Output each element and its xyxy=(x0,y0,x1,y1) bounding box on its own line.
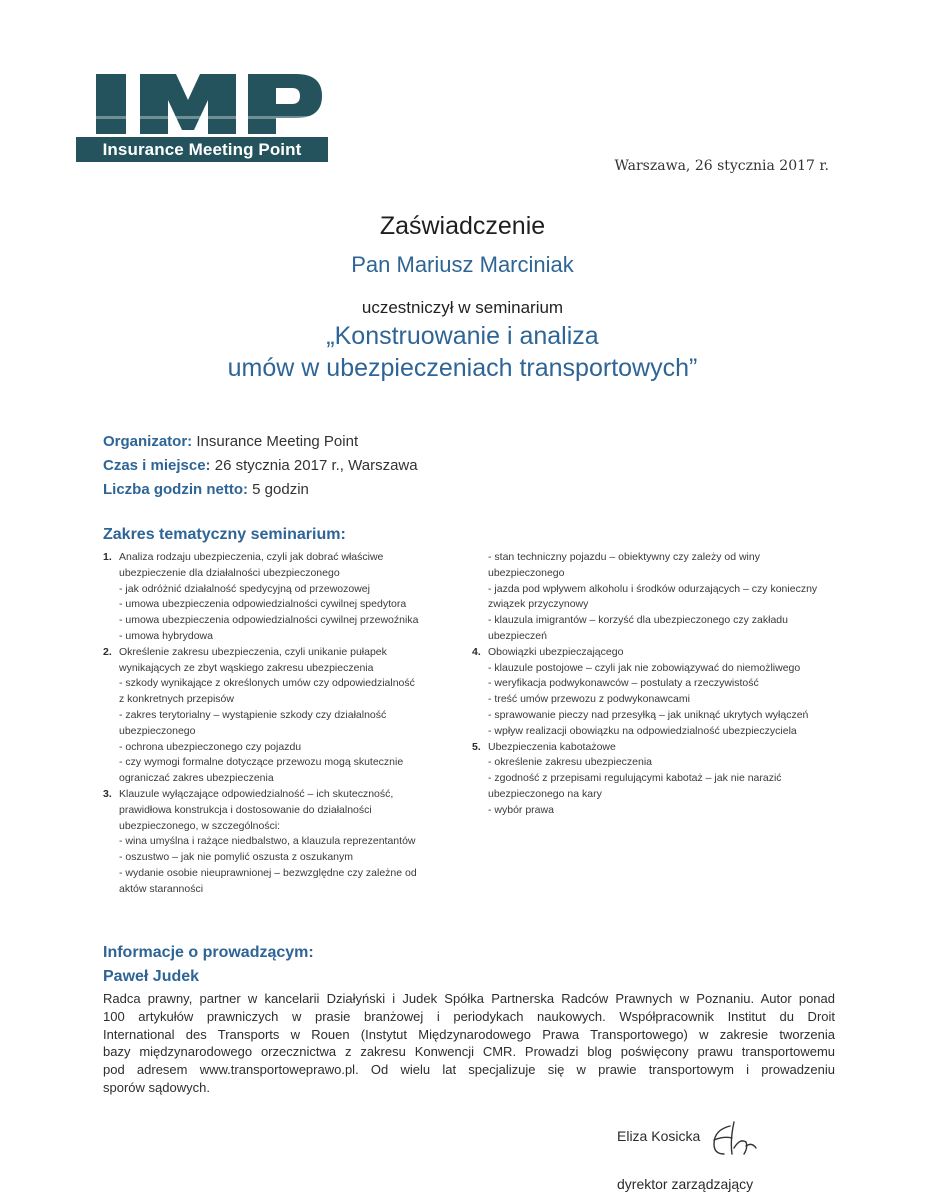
document-title: Zaświadczenie xyxy=(379,212,546,240)
topic-item xyxy=(103,550,458,645)
hours-value: 5 godzin xyxy=(247,481,309,498)
topic-line: - wybór prawa xyxy=(488,803,554,816)
signer-name: Eliza Kosicka xyxy=(617,1128,701,1144)
bio-line: pod adresem www.transportoweprawo.pl. Od wielu lat specjalizuje się w prawie transportowym i prowadzeniu xyxy=(103,1062,835,1078)
topic-line: ubezpieczonego, w szczególności: xyxy=(119,819,281,832)
organizer-value: Insurance Meeting Point xyxy=(192,433,359,450)
topic-line: - jak odróżnić działalność spedycyjną od przewozowej xyxy=(119,582,370,595)
topic-line: - klauzula imigrantów – korzyść dla ubezpieczonego czy zakładu xyxy=(488,614,788,627)
seminar-title-line: „Konstruowanie i analiza xyxy=(326,322,599,350)
instructor-name: Paweł Judek xyxy=(103,968,200,985)
logo-name-bar: Insurance Meeting Point xyxy=(76,137,328,162)
topic-number: 5. xyxy=(472,740,481,753)
topic-line: - wpływ realizacji obowiązku na odpowiedzialność ubezpieczyciela xyxy=(488,724,797,737)
topic-line: - oszustwo – jak nie pomylić oszusta z oszukanym xyxy=(119,851,354,864)
bio-line: bazy międzynarodowego orzecznictwa z zakresu Konwencji CMR. Prowadzi blog poświęcony prawu transportowemu xyxy=(103,1044,835,1060)
topic-line: - treść umów przewozu z podwykonawcami xyxy=(488,693,690,706)
topic-line: - sprawowanie pieczy nad przesyłką – jak uniknąć ukrytych wyłączeń xyxy=(488,708,809,721)
topic-line: Określenie zakresu ubezpieczenia, czyli unikanie pułapek xyxy=(119,645,387,658)
topic-line: ubezpieczonego xyxy=(488,566,565,579)
imp-logo-mark xyxy=(96,74,322,134)
topic-line: - umowa hybrydowa xyxy=(119,629,213,642)
info-time-place xyxy=(103,457,418,474)
topic-line: Analiza rodzaju ubezpieczenia, czyli jak dobrać właściwe xyxy=(119,551,384,563)
organizer-label: Organizator: xyxy=(103,433,193,450)
topic-line: aktów staranności xyxy=(119,882,204,895)
topic-number: 4. xyxy=(472,645,481,658)
topic-line: - umowa ubezpieczenia odpowiedzialności cywilnej spedytora xyxy=(119,598,407,611)
instructor-heading: Informacje o prowadzącym: xyxy=(103,944,314,961)
participation-text: uczestniczył w seminarium xyxy=(361,298,564,317)
topic-line: - umowa ubezpieczenia odpowiedzialności cywilnej przewoźnika xyxy=(119,614,419,627)
topic-line: - wina umyślna i rażące niedbalstwo, a klauzula reprezentantów xyxy=(119,835,416,848)
topic-line: - ochrona ubezpieczonego czy pojazdu xyxy=(119,740,302,753)
seminar-title-line: umów w ubezpieczeniach transportowych” xyxy=(227,354,698,382)
topic-item xyxy=(472,550,872,645)
topic-item xyxy=(103,787,458,898)
time-place-value: 26 stycznia 2017 r., Warszawa xyxy=(210,457,418,474)
topics-column-left xyxy=(103,550,458,898)
topic-line: - określenie zakresu ubezpieczenia xyxy=(488,756,653,769)
topic-line: - szkody wynikające z określonych umów czy odpowiedzialność xyxy=(119,677,415,690)
topic-line: z konkretnych przepisów xyxy=(119,693,234,706)
topic-line: ubezpieczonego xyxy=(119,724,196,737)
topic-number: 2. xyxy=(103,645,112,658)
time-place-label: Czas i miejsce: xyxy=(103,457,211,474)
topic-number: 1. xyxy=(103,551,112,563)
topic-item xyxy=(472,645,872,740)
topic-line: - jazda pod wpływem alkoholu i środków odurzających – czy konieczny xyxy=(488,582,818,595)
topics-heading: Zakres tematyczny seminarium: xyxy=(103,526,346,543)
topic-item xyxy=(472,740,872,819)
topic-line: Klauzule wyłączające odpowiedzialność – ich skuteczność, xyxy=(119,787,394,800)
hours-label: Liczba godzin netto: xyxy=(103,481,248,498)
topic-line: wynikających ze zbyt wąskiego zakresu ubezpieczenia xyxy=(119,661,374,674)
topic-line: związek przyczynowy xyxy=(488,598,589,611)
signer-role: dyrektor zarządzający xyxy=(617,1176,754,1192)
place-date: Warszawa, 26 stycznia 2017 r. xyxy=(614,158,829,174)
topic-line: ograniczać zakres ubezpieczenia xyxy=(119,772,274,785)
topic-line: Obowiązki ubezpieczającego xyxy=(488,645,624,658)
topic-line: ubezpieczeń xyxy=(488,629,547,642)
topic-line: - czy wymogi formalne dotyczące przewozu mogą skutecznie xyxy=(119,756,404,769)
info-organizer xyxy=(103,433,358,450)
topic-line: - wydanie osobie nieuprawnionej – bezwzględne czy zależne od xyxy=(119,866,417,879)
info-hours xyxy=(103,481,309,498)
topic-line: ubezpieczenie dla działalności ubezpieczonego xyxy=(119,566,340,579)
topic-item xyxy=(103,645,458,787)
topic-line: - zgodność z przepisami regulującymi kabotaż – jak nie narazić xyxy=(488,772,782,785)
topic-line: - weryfikacja podwykonawców – postulaty a rzeczywistość xyxy=(488,677,759,690)
bio-line: Radca prawny, partner w kancelarii Działyński i Judek Spółka Partnerska Radców Prawnych w Poznaniu. Autor ponad xyxy=(103,991,835,1006)
instructor-bio xyxy=(103,990,835,1097)
bio-line: International des Transports w Rouen (Instytut Międzynarodowego Prawa Transportowego) w zakresie tworzenia xyxy=(103,1026,835,1042)
bio-line: 100 artykułów prawniczych w prasie branżowej i periodykach naukowych. Współpracownik Institut du Droit xyxy=(103,1008,835,1024)
topic-line: prawidłowa konstrukcja i dostosowanie do działalności xyxy=(119,803,372,816)
topic-line: - zakres terytorialny – wystąpienie szkody czy działalność xyxy=(119,708,387,721)
topics-column-right xyxy=(472,550,872,819)
handwritten-signature xyxy=(700,1118,770,1160)
topic-line: ubezpieczonego na kary xyxy=(488,787,602,800)
bio-line: sporów sądowych. xyxy=(103,1079,210,1095)
topic-line: Ubezpieczenia kabotażowe xyxy=(488,740,616,753)
topic-line: - klauzule postojowe – czyli jak nie zobowiązywać do niemożliwego xyxy=(488,661,801,674)
seminar-title xyxy=(0,320,925,384)
recipient-name: Pan Mariusz Marciniak xyxy=(351,252,574,277)
topic-number: 3. xyxy=(103,787,112,800)
topic-line: - stan techniczny pojazdu – obiektywny czy zależy od winy xyxy=(488,551,760,563)
